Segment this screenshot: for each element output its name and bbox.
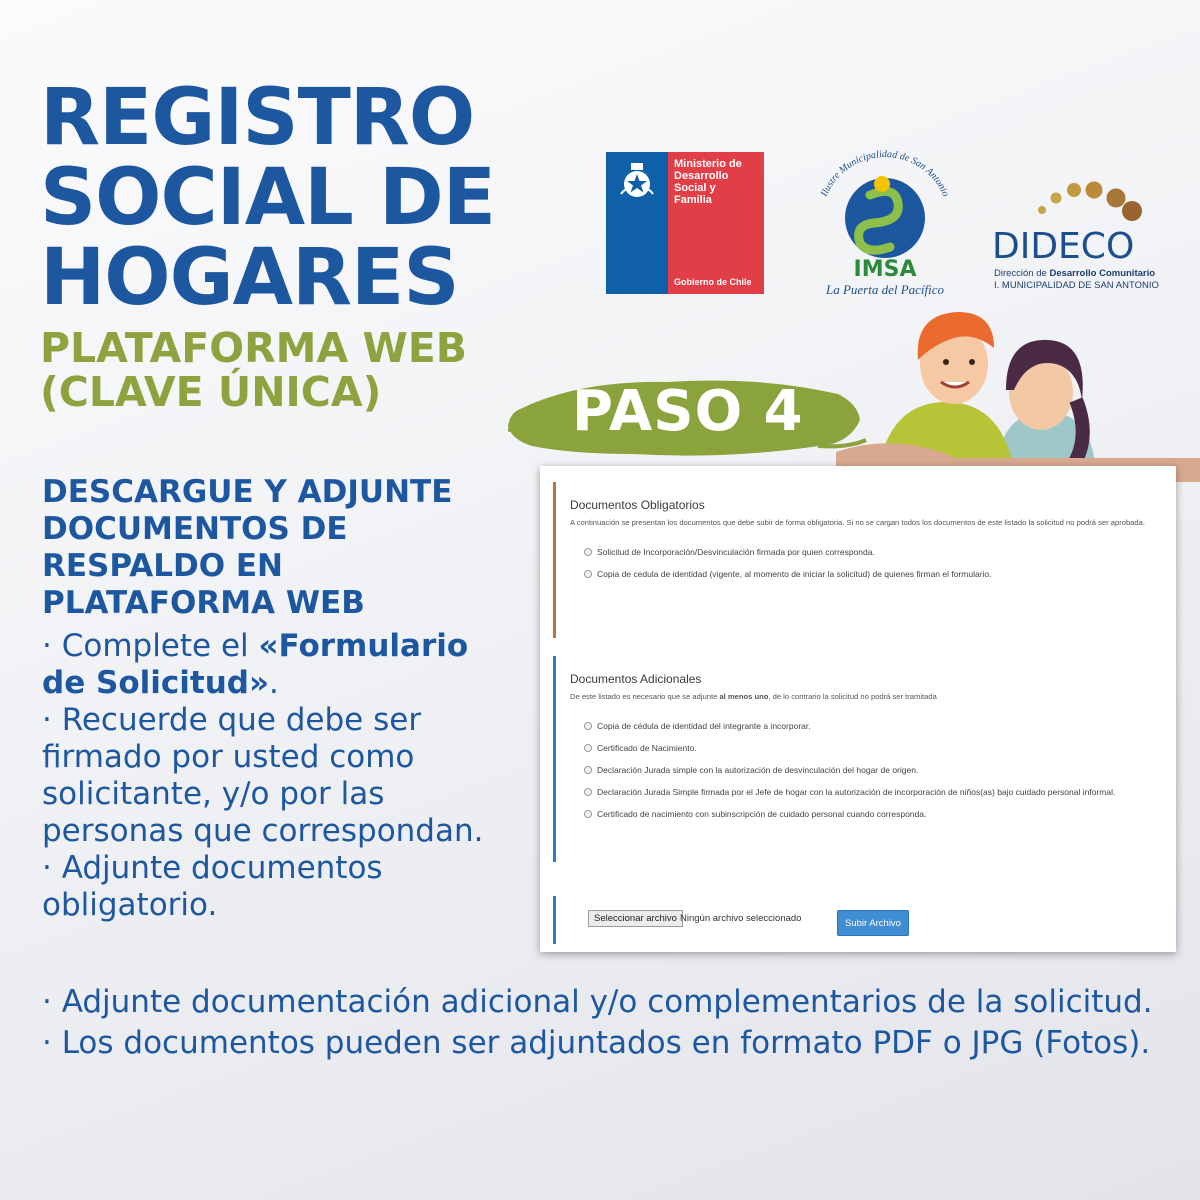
radio-button[interactable] [584, 548, 592, 556]
dideco-logo [990, 178, 1170, 298]
instructions-heading [42, 474, 522, 622]
imsa-logo [800, 140, 970, 300]
main-title-line: REGISTRO [40, 73, 475, 163]
ministerio-name-panel [668, 152, 764, 294]
list-item[interactable] [584, 715, 1176, 737]
upload-section [553, 896, 1176, 944]
chile-coat-of-arms-icon [606, 152, 668, 294]
sub-title [40, 326, 495, 414]
document-label: Certificado de Nacimiento. [597, 743, 697, 753]
document-label: Copia de cédula de identidad del integrante a incorporar. [597, 721, 811, 731]
document-label: Copia de cedula de identidad (vigente, al momento de iniciar la solicitud) de quienes firman el formulario. [597, 569, 992, 579]
radio-button[interactable] [584, 744, 592, 752]
instruction-item: · Recuerde que debe ser firmado por usted como solicitante, y/o por las personas que correspondan. [42, 702, 484, 849]
document-label: Certificado de nacimiento con subinscripción de cuidado personal cuando corresponda. [597, 809, 927, 819]
ministerio-line: Desarrollo [674, 170, 729, 182]
heading-line: PLATAFORMA WEB [42, 585, 365, 621]
no-file-status: Ningún archivo seleccionado [680, 913, 802, 924]
document-label: Declaración Jurada simple con la autorización de desvinculación del hogar de origen. [597, 765, 919, 775]
ministerio-line: Ministerio de [674, 158, 742, 170]
instruction-item [42, 628, 512, 702]
heading-line: DOCUMENTOS DE [42, 511, 348, 547]
section-description: A continuación se presentan los documentos que debe subir de forma obligatoria. Si no se cargan todos los documentos de este listado la solicitud no podrá ser aprobada. [570, 518, 1145, 527]
radio-button[interactable] [584, 766, 592, 774]
section-description: De este listado es necesario que se adjunte al menos uno, de lo contrario la solicitud no podrá ser tramitada [570, 692, 937, 701]
main-title-line: SOCIAL DE [40, 153, 496, 243]
gobierno-label: Gobierno de Chile [674, 277, 752, 287]
heading-line: RESPALDO EN [42, 548, 283, 584]
list-item[interactable] [584, 737, 1176, 759]
people-illustration [836, 312, 1200, 482]
mandatory-documents-list [556, 527, 1176, 585]
ministerio-line: Familia [674, 194, 712, 206]
dideco-line2: I. MUNICIPALIDAD DE SAN ANTONIO [994, 280, 1159, 291]
upload-file-button[interactable]: Subir Archivo [837, 910, 909, 936]
radio-button[interactable] [584, 722, 592, 730]
instruction-text: . [269, 665, 279, 701]
list-item[interactable] [584, 759, 1176, 781]
list-item[interactable] [584, 541, 1176, 563]
heading-line: DESCARGUE Y ADJUNTE [42, 474, 453, 510]
title-block [40, 73, 496, 416]
sub-title-line: (CLAVE ÚNICA) [40, 368, 382, 416]
instruction-item: · Adjunte documentos obligatorio. [42, 850, 383, 923]
additional-documents-section [553, 656, 1176, 862]
section-title: Documentos Obligatorios [570, 498, 705, 512]
step-label: PASO 4 [572, 379, 804, 444]
list-item[interactable] [584, 803, 1176, 825]
imsa-slogan: La Puerta del Pacífico [825, 282, 945, 297]
instructions-list [42, 628, 512, 924]
main-title [40, 73, 496, 323]
select-file-button[interactable]: Seleccionar archivo [588, 910, 683, 927]
section-title: Documentos Adicionales [570, 672, 702, 686]
sub-title-line: PLATAFORMA WEB [40, 324, 467, 372]
mandatory-documents-section [553, 482, 1176, 638]
instruction-item: · Adjunte documentación adicional y/o complementarios de la solicitud. [42, 984, 1153, 1020]
instruction-text: · Complete el [42, 628, 259, 664]
imsa-arc-text: Ilustre Municipalidad de San Antonio [818, 148, 952, 199]
radio-button[interactable] [584, 810, 592, 818]
main-title-line: HOGARES [40, 233, 459, 323]
imsa-name: IMSA [853, 257, 917, 282]
document-label: Solicitud de Incorporación/Desvinculación firmada por quien corresponda. [597, 547, 875, 557]
radio-button[interactable] [584, 570, 592, 578]
list-item[interactable] [584, 563, 1176, 585]
form-name-highlight: «Formulario de Solicitud» [42, 628, 469, 701]
list-item[interactable] [584, 781, 1176, 803]
instructions-list-wide [42, 984, 1162, 1062]
radio-button[interactable] [584, 788, 592, 796]
dideco-name: DIDECO [992, 226, 1135, 267]
additional-documents-list [556, 701, 1176, 825]
dideco-line1: Dirección de Desarrollo Comunitario [994, 268, 1156, 279]
web-form-screenshot [540, 466, 1176, 952]
document-label: Declaración Jurada Simple firmada por el Jefe de hogar con la autorización de incorporación de niños(as) bajo cuidado personal informal. [597, 787, 1116, 797]
ministerio-line: Social y [674, 182, 716, 194]
ministerio-logo [606, 152, 764, 294]
instruction-item: · Los documentos pueden ser adjuntados en formato PDF o JPG (Fotos). [42, 1025, 1151, 1061]
